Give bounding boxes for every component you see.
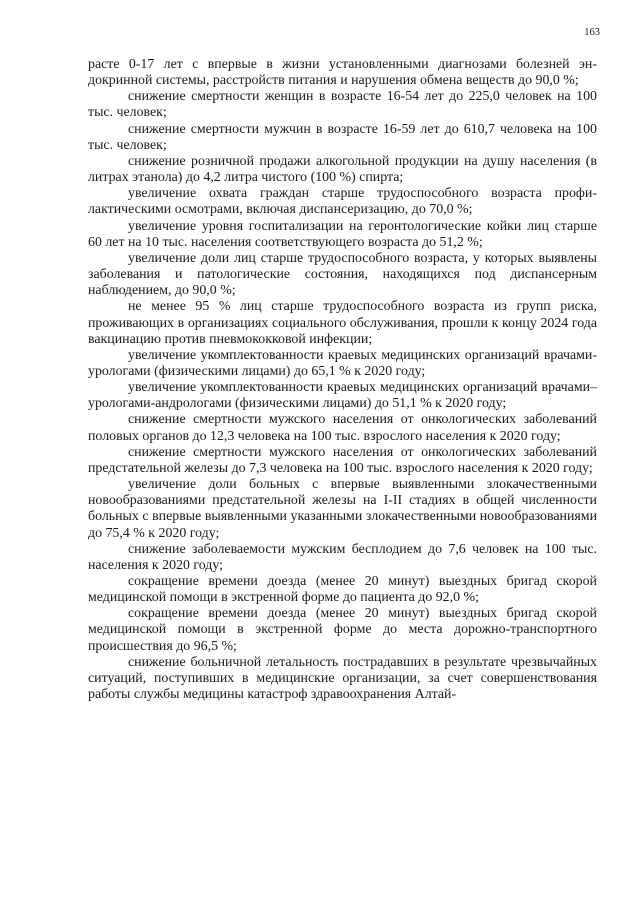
paragraph: снижение смертности мужского населения от онкологических заболеваний половых органов до 12,3 человека на 100 тыс. взрослого населения к 2020 году; <box>88 412 597 444</box>
paragraph: снижение смертности мужского населения от онкологических заболеваний предстательной железы до 7,3 человека на 100 тыс. взрослого населения к 2020 году; <box>88 444 597 476</box>
paragraph: увеличение доли больных с впервые выявленными злокачественными новообразованиями предстательной железы на I-II стадиях в общей численности больных с впервые выявленными указанными злокачественными новообразованиями до 75,4 % к 2020 году; <box>88 477 597 541</box>
paragraph: не менее 95 % лиц старше трудоспособного возраста из групп риска, проживающих в организациях социального обслуживания, прошли к концу 2024 года вакцинацию против пневмококковой инфекции; <box>88 299 597 347</box>
paragraph: сокращение времени доезда (менее 20 минут) выездных бригад скорой медицинской помощи в экстренной форме до пациента до 92,0 %; <box>88 574 597 606</box>
paragraph: снижение заболеваемости мужским бесплодием до 7,6 человек на 100 тыс. населения к 2020 году; <box>88 541 597 573</box>
paragraph-continuation: расте 0-17 лет с впервые в жизни установленными диагнозами болезней эндокринной системы, расстройств питания и нарушения обмена веществ до 90,0 %; <box>88 57 597 89</box>
paragraph: снижение смертности мужчин в возрасте 16-59 лет до 610,7 человека на 100 тыс. человек; <box>88 121 597 153</box>
paragraph: снижение больничной летальность пострадавших в результате чрезвычайных ситуаций, поступивших в медицинские организации, за счет совершенствования работы службы медицины катастроф здравоохранения Алтай- <box>88 654 597 703</box>
paragraph: увеличение укомплектованности краевых медицинских организаций врачами–урологами-андрологами (физическими лицами) до 51,1 % к 2020 году; <box>88 380 597 412</box>
paragraph: увеличение укомплектованности краевых медицинских организаций врачами-урологами (физическими лицами) до 65,1 % к 2020 году; <box>88 347 597 379</box>
document-body <box>88 57 597 703</box>
paragraph: сокращение времени доезда (менее 20 минут) выездных бригад скорой медицинской помощи в экстренной форме до места дорожно-транспортного происшествия до 96,5 %; <box>88 606 597 654</box>
paragraph: снижение смертности женщин в возрасте 16-54 лет до 225,0 человек на 100 тыс. человек; <box>88 89 597 121</box>
paragraph: увеличение доли лиц старше трудоспособного возраста, у которых выявлены заболевания и патологические состояния, находящихся под диспансерным наблюдением, до 90,0 %; <box>88 250 597 299</box>
paragraph: увеличение уровня госпитализации на геронтологические койки лиц старше 60 лет на 10 тыс. населения соответствующего возраста до 51,2 %; <box>88 218 597 250</box>
page-number: 163 <box>584 27 600 38</box>
paragraph: увеличение охвата граждан старше трудоспособного возраста профилактическими осмотрами, включая диспансеризацию, до 70,0 %; <box>88 186 597 218</box>
paragraph: снижение розничной продажи алкогольной продукции на душу населения (в литрах этанола) до 4,2 литра чистого (100 %) спирта; <box>88 153 597 186</box>
